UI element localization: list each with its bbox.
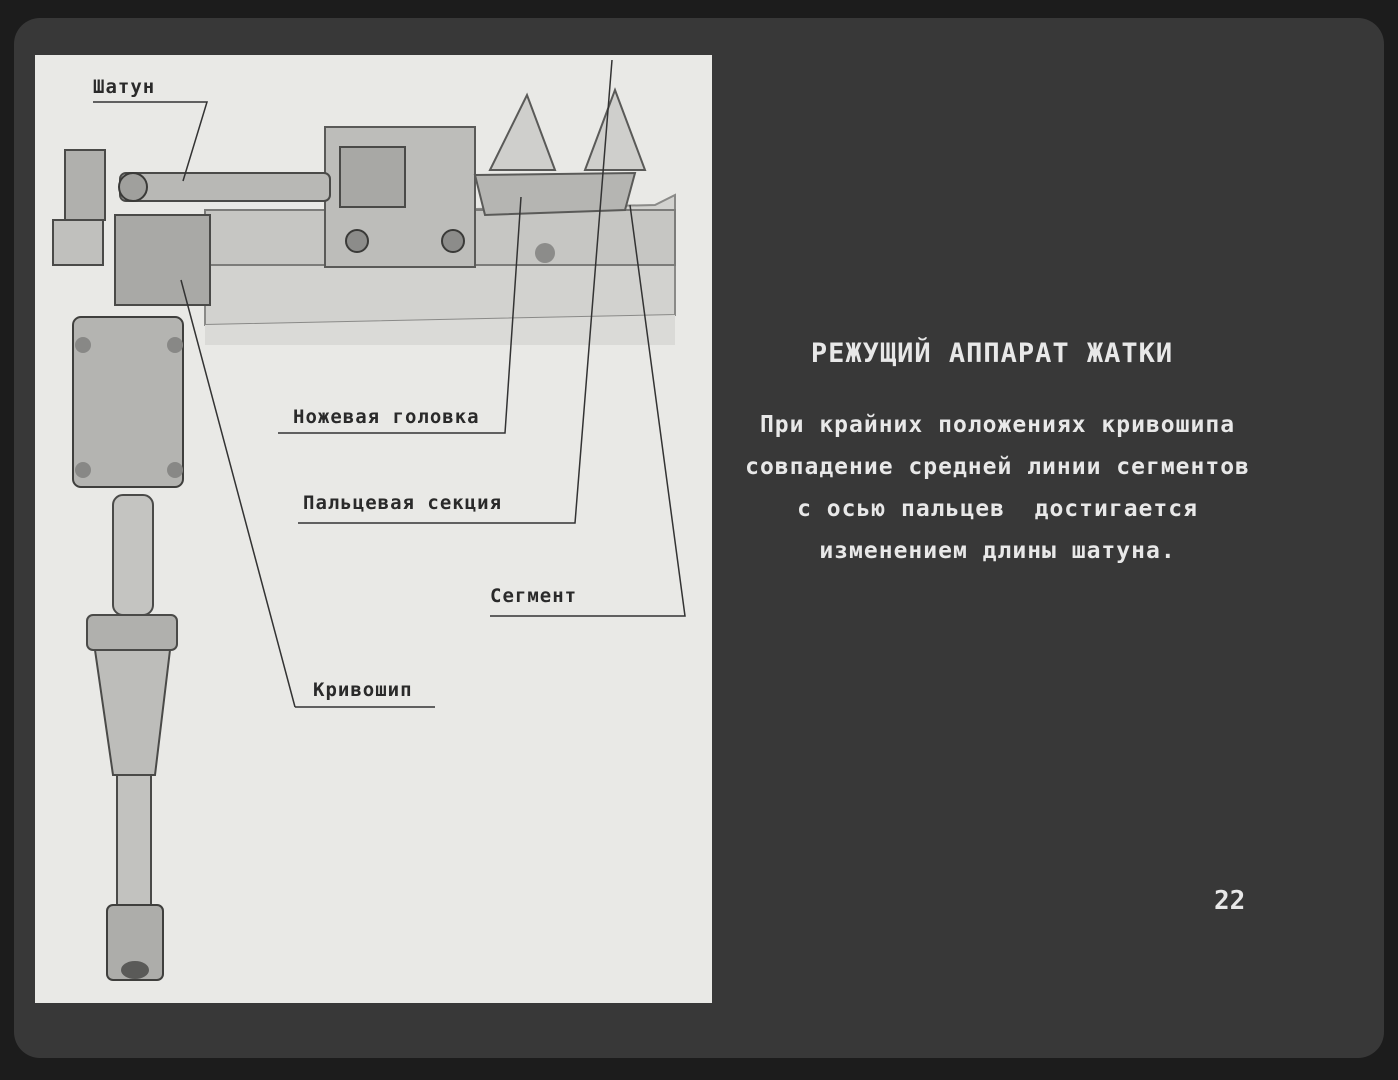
mechanism-drawing	[35, 55, 712, 1003]
description-line-3: с осью пальцев достигается	[797, 496, 1198, 522]
label-crank: Кривошип	[313, 679, 413, 701]
label-connecting-rod: Шатун	[93, 76, 156, 98]
page-number: 22	[1214, 886, 1246, 916]
harvester-cutter-illustration	[35, 55, 712, 1003]
label-knife-head: Ножевая головка	[293, 406, 480, 428]
label-finger-section: Пальцевая секция	[303, 492, 503, 514]
label-segment: Сегмент	[490, 585, 578, 607]
description-line-2: совпадение средней линии сегментов	[745, 454, 1250, 480]
slide-title: РЕЖУЩИЙ АППАРАТ ЖАТКИ	[810, 338, 1174, 369]
description-line-1: При крайних положениях кривошипа	[759, 412, 1236, 438]
description-line-4: изменением длины шатуна.	[819, 538, 1176, 564]
